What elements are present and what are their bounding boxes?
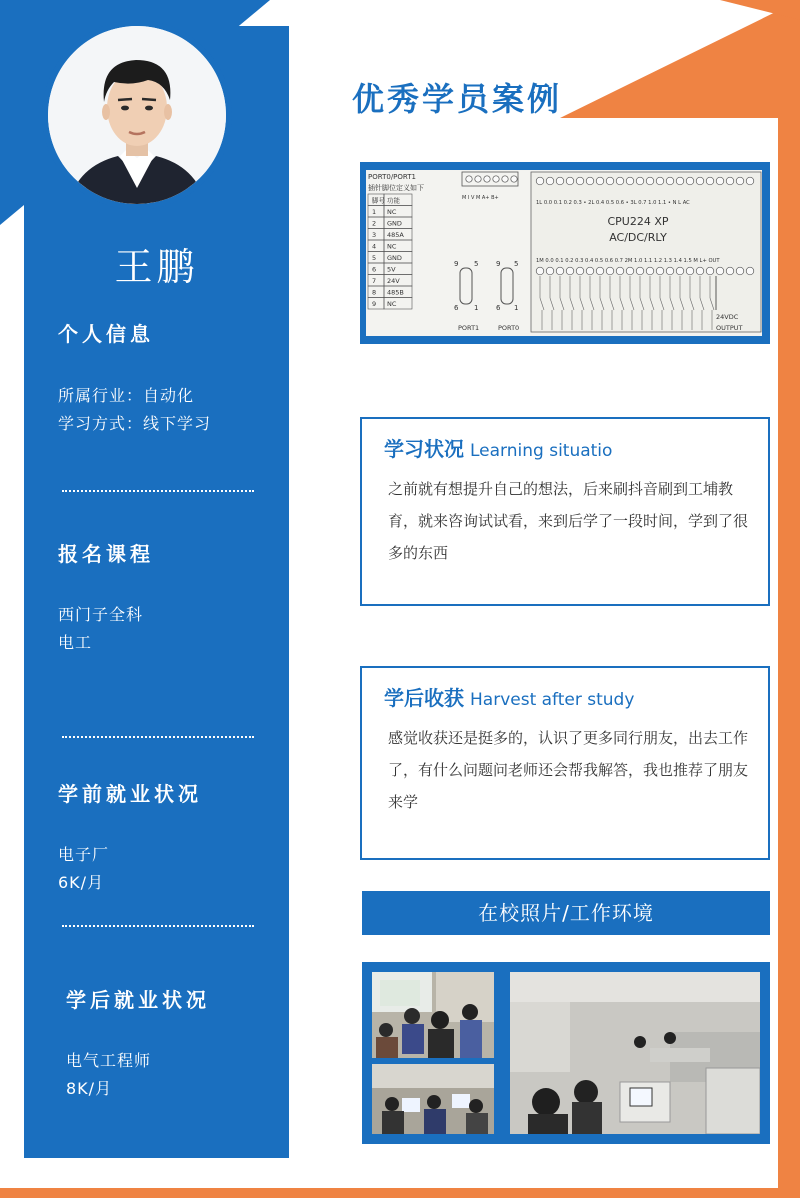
- terminal-screw: [696, 177, 704, 185]
- top-terminals: 1L 0.0 0.1 0.2 0.3 • 2L 0.4 0.5 0.6 • 3L 0.7 1.0 1.1 • N L AC: [536, 200, 690, 206]
- harvest-text: 感觉收获还是挺多的，认识了更多同行朋友，出去工作了，有什么问题问老师还会帮我解答，我也推荐了朋友来学: [388, 729, 749, 811]
- terminal-screw: [726, 267, 734, 275]
- terminal-screw: [706, 177, 714, 185]
- terminal-screw: [511, 176, 517, 182]
- terminal-screw: [686, 177, 694, 185]
- harvest-title-en: Harvest after study: [470, 690, 635, 710]
- terminal-screw: [746, 267, 754, 275]
- terminal-screw: [676, 267, 684, 275]
- pin-number: 脚号: [372, 196, 385, 205]
- terminal-screw: [566, 177, 574, 185]
- pin-function: NC: [387, 300, 397, 308]
- page-title: 优秀学员案例: [352, 80, 563, 118]
- cpu-type: AC/DC/RLY: [609, 231, 667, 244]
- port-label: PORT1: [458, 324, 480, 332]
- output-label-1: 24VDC: [716, 313, 739, 321]
- classroom-photo: [372, 1064, 494, 1134]
- terminal-screw: [493, 176, 499, 182]
- course-item: 西门子全科: [58, 605, 144, 624]
- pin-function: 5V: [387, 265, 396, 274]
- terminal-screw: [646, 177, 654, 185]
- pin-caption: 插针脚位定义如下: [368, 184, 424, 192]
- terminal-screw: [696, 267, 704, 275]
- connector-pin: 5: [514, 260, 519, 268]
- port-label: PORT0: [498, 324, 520, 332]
- pin-function: GND: [387, 254, 402, 262]
- terminal-screw: [706, 267, 714, 275]
- terminal-screw: [576, 177, 584, 185]
- terminal-screw: [736, 177, 744, 185]
- terminal-screw: [502, 176, 508, 182]
- terminal-screw: [616, 177, 624, 185]
- terminal-screw: [596, 177, 604, 185]
- terminal-screw: [716, 267, 724, 275]
- pin-table: [368, 194, 412, 309]
- terminal-screw: [546, 177, 554, 185]
- connector-pin: 1: [474, 304, 479, 312]
- pin-function: 24V: [387, 277, 400, 285]
- cpu-model: CPU224 XP: [607, 215, 669, 228]
- bottom-terminals: 1M 0.0 0.1 0.2 0.3 0.4 0.5 0.6 0.7 2M 1.0 1.1 1.2 1.3 1.4 1.5 M L+ OUT: [536, 258, 720, 264]
- terminal-screw: [556, 177, 564, 185]
- divider: [62, 736, 254, 738]
- pin-number: 3: [372, 231, 377, 239]
- pin-number: 4: [372, 242, 377, 251]
- pin-number: 1: [372, 208, 377, 216]
- photo-gallery: [362, 962, 770, 1144]
- plc-diagram-frame: [360, 162, 770, 344]
- terminal-screw: [656, 177, 664, 185]
- terminal-screw: [484, 176, 490, 182]
- pin-function: 功能: [387, 196, 400, 205]
- pin-function: NC: [387, 242, 397, 251]
- connector-pin: 9: [496, 260, 501, 268]
- pin-function: 485B: [387, 288, 404, 297]
- divider: [62, 490, 254, 492]
- connector-pin: 6: [496, 304, 501, 312]
- terminal-screw: [616, 267, 624, 275]
- terminal-screw: [676, 177, 684, 185]
- divider: [62, 925, 254, 927]
- terminal-screw: [686, 267, 694, 275]
- harvest-card: [360, 666, 770, 860]
- before-salary-text: 6K/月: [58, 873, 105, 892]
- terminal-screw: [626, 177, 634, 185]
- learning-title-en: Learning situatio: [470, 441, 613, 461]
- terminal-screw: [716, 177, 724, 185]
- plc-diagram-image: [366, 170, 762, 336]
- terminal-screw: [636, 177, 644, 185]
- photos-title: 在校照片/工作环境: [362, 891, 770, 935]
- before-job-text: 电子厂: [58, 845, 110, 864]
- pin-number: 9: [372, 300, 377, 308]
- terminal-screw: [475, 176, 481, 182]
- pin-number: 6: [372, 265, 377, 274]
- terminal-screw: [606, 267, 614, 275]
- student-name: 王鹏: [114, 245, 199, 289]
- output-label-2: OUTPUT: [716, 324, 743, 332]
- after-job-text: 电气工程师: [66, 1051, 152, 1070]
- classroom-photo: [372, 972, 494, 1058]
- pin-number: 8: [372, 288, 377, 297]
- terminal-screw: [536, 177, 544, 185]
- personal-info-title: 个人信息: [58, 322, 154, 346]
- before-job-title: 学前就业状况: [58, 782, 202, 806]
- learning-title: [384, 433, 612, 462]
- terminal-screw: [656, 267, 664, 275]
- terminal-screw: [726, 177, 734, 185]
- terminal-screw: [666, 177, 674, 185]
- terminal-screw: [666, 267, 674, 275]
- course-item: 电工: [58, 633, 93, 652]
- terminal-screw: [606, 177, 614, 185]
- person-portrait-icon: [48, 26, 226, 204]
- connector-pin: 6: [454, 304, 459, 312]
- terminal-screw: [746, 177, 754, 185]
- terminal-screw: [576, 267, 584, 275]
- terminal-screw: [596, 267, 604, 275]
- terminal-screw: [566, 267, 574, 275]
- terminal-screw: [556, 267, 564, 275]
- terminal-screw: [626, 267, 634, 275]
- pin-number: 7: [372, 277, 377, 285]
- pin-function: NC: [387, 208, 397, 216]
- connector-pin: 1: [514, 304, 519, 312]
- industry-text: 所属行业：自动化: [58, 386, 195, 405]
- terminal-screw: [536, 267, 544, 275]
- harvest-title: [384, 682, 634, 711]
- port-title: PORT0/PORT1: [368, 173, 416, 181]
- learning-card: [360, 417, 770, 606]
- after-salary-text: 8K/月: [66, 1079, 113, 1098]
- small-terminal-labels: M I V M A+ B+: [462, 195, 499, 201]
- pin-number: 2: [372, 219, 377, 228]
- terminal-screw: [636, 267, 644, 275]
- pin-function: 485A: [387, 231, 404, 239]
- pin-function: GND: [387, 219, 402, 228]
- terminal-screw: [466, 176, 472, 182]
- classroom-photo: [510, 972, 760, 1134]
- terminal-screw: [586, 177, 594, 185]
- terminal-screw: [586, 267, 594, 275]
- learning-title-cn: 学习状况: [384, 437, 464, 461]
- harvest-title-cn: 学后收获: [384, 686, 464, 710]
- learning-text: 之前就有想提升自己的想法，后来刷抖音刷到工埔教育，就来咨询试试看，来到后学了一段时间，学到了很多的东西: [388, 480, 749, 562]
- terminal-screw: [646, 267, 654, 275]
- connector-pin: 5: [474, 260, 479, 268]
- pin-number: 5: [372, 254, 377, 262]
- terminal-screw: [546, 267, 554, 275]
- study-mode-text: 学习方式：线下学习: [58, 414, 212, 433]
- after-job-title: 学后就业状况: [66, 988, 210, 1012]
- terminal-screw: [736, 267, 744, 275]
- connector-pin: 9: [454, 260, 459, 268]
- courses-title: 报名课程: [58, 542, 154, 566]
- avatar: [42, 20, 232, 210]
